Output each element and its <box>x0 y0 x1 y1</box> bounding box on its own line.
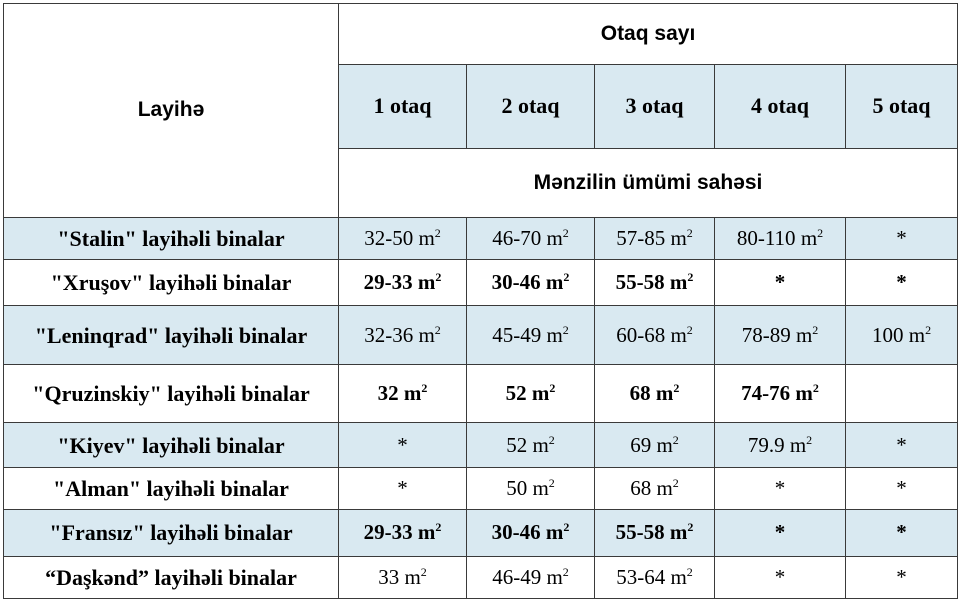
project-name-cell: "Qruzinskiy" layihəli binalar <box>4 364 339 422</box>
area-unit <box>665 226 693 250</box>
unit-exponent: 2 <box>421 381 428 396</box>
area-unit <box>651 381 680 405</box>
unit-exponent: 2 <box>434 225 441 240</box>
table-row-alman <box>4 467 958 509</box>
area-cell <box>339 467 467 509</box>
unit-label: m <box>418 225 435 250</box>
area-unit <box>399 381 428 405</box>
table-row-daskend <box>4 556 958 598</box>
area-cell <box>715 467 846 509</box>
area-cell <box>339 260 467 306</box>
area-cell <box>595 423 715 467</box>
area-value: * <box>774 475 786 500</box>
area-cell <box>467 217 595 259</box>
area-value: 55-58 <box>615 270 665 295</box>
project-name-cell: “Daşkənd” layihəli binalar <box>4 556 339 598</box>
project-name-cell: "Xruşov" layihəli binalar <box>4 260 339 306</box>
unit-exponent: 2 <box>548 432 555 447</box>
area-cell <box>595 217 715 259</box>
unit-label: m <box>545 520 564 545</box>
area-cell <box>715 510 846 556</box>
area-value: 29-33 <box>363 520 413 545</box>
unit-exponent: 2 <box>563 270 570 285</box>
area-value: 68 <box>630 475 652 500</box>
area-cell <box>339 423 467 467</box>
unit-exponent: 2 <box>925 322 932 337</box>
area-value: * <box>397 475 408 500</box>
area-unit <box>413 323 441 347</box>
area-unit <box>541 565 569 589</box>
unit-label: m <box>418 322 435 347</box>
unit-label: m <box>531 381 550 406</box>
table-row-fransiz <box>4 510 958 556</box>
area-value: * <box>896 475 907 500</box>
area-value: * <box>896 432 907 457</box>
area-unit <box>796 226 824 250</box>
area-cell <box>595 260 715 306</box>
area-unit <box>527 381 556 405</box>
unit-exponent: 2 <box>549 381 556 396</box>
area-unit <box>791 323 819 347</box>
area-value: * <box>896 225 907 250</box>
unit-exponent: 2 <box>686 225 693 240</box>
table-row-leninqrad <box>4 306 958 364</box>
unit-label: m <box>417 520 436 545</box>
area-value: 55-58 <box>615 520 665 545</box>
unit-label: m <box>789 432 807 457</box>
area-cell <box>467 260 595 306</box>
room-count-header: Otaq sayı <box>339 4 958 65</box>
area-cell <box>715 306 846 364</box>
area-value: * <box>774 564 786 589</box>
unit-exponent: 2 <box>562 322 569 337</box>
area-unit <box>665 565 693 589</box>
area-unit <box>541 520 570 544</box>
unit-exponent: 2 <box>434 322 441 337</box>
table-row-xrusov <box>4 260 958 306</box>
area-cell <box>339 510 467 556</box>
area-value: 32-50 <box>364 225 414 250</box>
area-unit <box>541 323 569 347</box>
area-cell <box>715 364 846 422</box>
unit-label: m <box>670 564 687 589</box>
unit-exponent: 2 <box>563 520 570 535</box>
unit-label: m <box>800 225 818 250</box>
area-value: 100 <box>871 322 904 347</box>
room-2-header: 2 otaq <box>467 64 595 149</box>
unit-exponent: 2 <box>817 225 824 240</box>
area-unit <box>903 323 931 347</box>
area-cell <box>595 364 715 422</box>
area-value: * <box>774 270 786 295</box>
area-cell <box>467 556 595 598</box>
area-cell <box>467 423 595 467</box>
area-unit <box>665 323 693 347</box>
area-value: 69 <box>630 432 652 457</box>
area-cell <box>846 306 958 364</box>
area-value: * <box>774 520 786 545</box>
area-cell <box>846 467 958 509</box>
area-cell <box>595 306 715 364</box>
area-cell <box>715 423 846 467</box>
room-4-header: 4 otaq <box>715 64 846 149</box>
area-cell <box>339 364 467 422</box>
area-cell <box>339 217 467 259</box>
area-cell <box>846 556 958 598</box>
area-cell <box>846 260 958 306</box>
room-5-header: 5 otaq <box>846 64 958 149</box>
project-name-cell: "Stalin" layihəli binalar <box>4 217 339 259</box>
area-unit <box>413 520 442 544</box>
room-3-header: 3 otaq <box>595 64 715 149</box>
unit-exponent: 2 <box>687 520 694 535</box>
area-value: 45-49 <box>492 322 542 347</box>
unit-label: m <box>670 322 687 347</box>
area-value: 52 <box>505 381 527 406</box>
unit-exponent: 2 <box>435 270 442 285</box>
area-cell <box>467 306 595 364</box>
unit-label: m <box>417 270 436 295</box>
area-cell <box>846 423 958 467</box>
area-value: * <box>896 520 907 545</box>
area-unit <box>541 270 570 294</box>
unit-label: m <box>669 520 688 545</box>
table-row-kiyev <box>4 423 958 467</box>
unit-exponent: 2 <box>420 564 427 579</box>
area-cell <box>339 556 467 598</box>
area-value: 78-89 <box>741 322 791 347</box>
area-cell <box>467 467 595 509</box>
area-unit <box>665 520 694 544</box>
area-unit <box>790 381 819 405</box>
area-unit <box>413 270 442 294</box>
unit-label: m <box>656 475 673 500</box>
area-unit <box>527 433 555 457</box>
area-value: 52 <box>506 432 528 457</box>
table-row-qruzinskiy <box>4 364 958 422</box>
area-cell <box>467 510 595 556</box>
area-value: 80-110 <box>736 225 796 250</box>
area-unit <box>665 270 694 294</box>
area-cell <box>339 306 467 364</box>
unit-label: m <box>546 564 563 589</box>
project-name-cell: "Fransız" layihəli binalar <box>4 510 339 556</box>
area-cell <box>467 364 595 422</box>
project-name-cell: "Leninqrad" layihəli binalar <box>4 306 339 364</box>
area-cell <box>595 556 715 598</box>
unit-label: m <box>546 322 563 347</box>
area-value: 46-70 <box>492 225 542 250</box>
area-value: 46-49 <box>492 564 542 589</box>
area-value: 50 <box>506 475 528 500</box>
unit-exponent: 2 <box>812 322 819 337</box>
unit-label: m <box>655 381 674 406</box>
area-value: 57-85 <box>616 225 666 250</box>
unit-label: m <box>795 322 813 347</box>
apartment-area-table <box>3 3 958 599</box>
unit-exponent: 2 <box>686 564 693 579</box>
area-value: 68 <box>629 381 651 406</box>
area-cell <box>715 260 846 306</box>
unit-exponent: 2 <box>673 381 680 396</box>
area-cell <box>595 510 715 556</box>
area-value: 30-46 <box>491 270 541 295</box>
unit-label: m <box>670 225 687 250</box>
area-unit <box>651 476 679 500</box>
area-value: 79.9 <box>747 432 785 457</box>
room-1-header: 1 otaq <box>339 64 467 149</box>
unit-exponent: 2 <box>435 520 442 535</box>
area-value: 60-68 <box>616 322 666 347</box>
project-column-header: Layihə <box>4 4 339 218</box>
area-cell <box>595 467 715 509</box>
unit-label: m <box>908 322 926 347</box>
unit-label: m <box>669 270 688 295</box>
area-value: 30-46 <box>491 520 541 545</box>
area-value: 32-36 <box>364 322 414 347</box>
area-unit <box>541 226 569 250</box>
unit-exponent: 2 <box>562 564 569 579</box>
area-unit <box>413 226 441 250</box>
area-unit <box>651 433 679 457</box>
unit-exponent: 2 <box>806 432 813 447</box>
unit-exponent: 2 <box>672 432 679 447</box>
unit-label: m <box>532 432 549 457</box>
unit-label: m <box>404 564 421 589</box>
area-unit <box>399 565 427 589</box>
unit-label: m <box>795 381 813 406</box>
unit-label: m <box>532 475 549 500</box>
area-value: * <box>896 270 907 295</box>
unit-exponent: 2 <box>687 270 694 285</box>
area-unit <box>527 476 555 500</box>
unit-label: m <box>546 225 563 250</box>
project-name-cell: "Alman" layihəli binalar <box>4 467 339 509</box>
area-value: * <box>397 432 408 457</box>
area-value: 33 <box>378 564 400 589</box>
unit-exponent: 2 <box>812 381 819 396</box>
area-value: 32 <box>377 381 399 406</box>
unit-label: m <box>403 381 422 406</box>
area-value: * <box>896 564 907 589</box>
unit-exponent: 2 <box>548 475 555 490</box>
area-value: 74-76 <box>741 381 791 406</box>
area-cell <box>846 510 958 556</box>
area-cell <box>846 364 958 422</box>
area-cell <box>715 217 846 259</box>
unit-exponent: 2 <box>562 225 569 240</box>
unit-label: m <box>656 432 673 457</box>
project-name-cell: "Kiyev" layihəli binalar <box>4 423 339 467</box>
unit-label: m <box>545 270 564 295</box>
unit-exponent: 2 <box>686 322 693 337</box>
table-row-stalin <box>4 217 958 259</box>
area-value: 29-33 <box>363 270 413 295</box>
area-unit <box>785 433 813 457</box>
unit-exponent: 2 <box>672 475 679 490</box>
area-cell <box>846 217 958 259</box>
total-area-header: Mənzilin ümümi sahəsi <box>339 149 958 218</box>
area-cell <box>715 556 846 598</box>
area-value: 53-64 <box>616 564 666 589</box>
